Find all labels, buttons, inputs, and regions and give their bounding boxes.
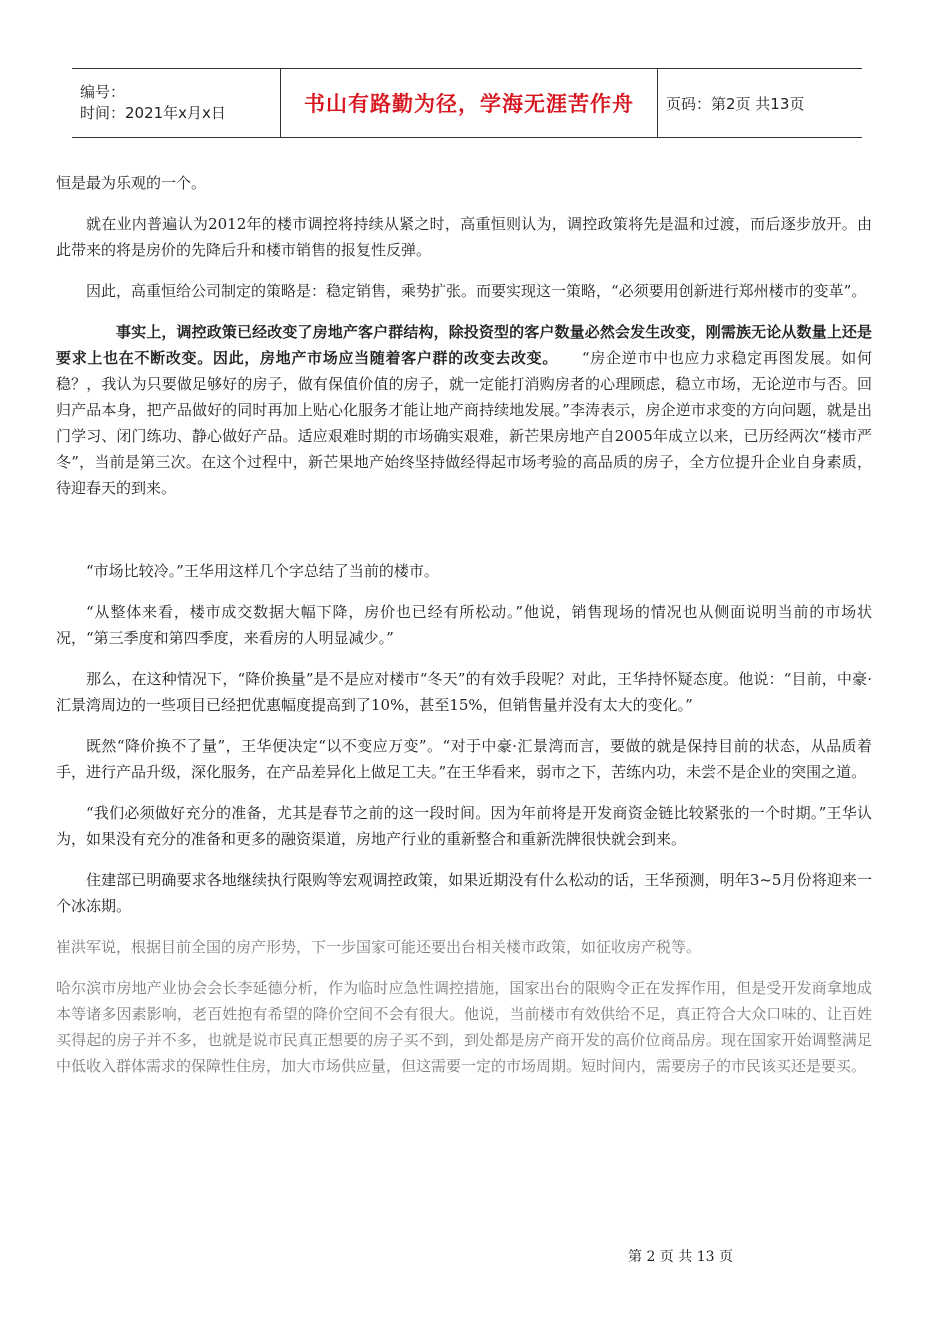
- paragraph: 住建部已明确要求各地继续执行限购等宏观调控政策，如果近期没有什么松动的话，王华预测，明年3~5月份将迎来一个冰冻期。: [56, 871, 872, 915]
- blank-gap: [56, 516, 872, 558]
- paragraph: “市场比较冷。”王华用这样几个字总结了当前的楼市。: [86, 562, 439, 580]
- paragraph: [56, 319, 872, 501]
- page-header: [72, 68, 862, 138]
- document-body: [56, 170, 872, 1094]
- serial-label: 编号：: [80, 83, 126, 101]
- paragraph: 恒是最为乐观的一个。: [56, 174, 207, 192]
- paragraph: “从整体来看，楼市成交数据大幅下降，房价也已经有所松动。”他说，销售现场的情况也从侧面说明当前的市场状况，“第三季度和第四季度，来看房的人明显减少。”: [56, 603, 872, 647]
- paragraph: 崔洪军说，根据目前全国的房产形势，下一步国家可能还要出台相关楼市政策，如征收房产税等。: [56, 938, 702, 956]
- time-label: 时间：2021年x月x日: [80, 104, 226, 122]
- paragraph: 既然“降价换不了量”，王华便决定“以不变应万变”。“对于中豪·汇景湾而言，要做的就是保持目前的状态，从品质着手，进行产品升级，深化服务，在产品差异化上做足工夫。”在王华看来，弱市之下，苦练内功，未尝不是企业的突围之道。: [56, 737, 872, 781]
- paragraph-text: “房企逆市中也应力求稳定再图发展。如何稳？，我认为只要做足够好的房子，做有保值价值的房子，就一定能打消购房者的心理顾虑，稳立市场，无论逆市与否。回归产品本身，把产品做好的同时再加上贴心化服务才能让地产商持续地发展。”李涛表示，房企逆市求变的方向问题，就是出门学习、闭门练功、静心做好产品。适应艰难时期的市场确实艰难，新芒果房地产自2005年成立以来，已历经两次“楼市严冬”，当前是第三次。在这个过程中，新芒果地产始终坚持做经得起市场考验的高品质的房子，全方位提升企业自身素质，待迎春天的到来。: [56, 349, 872, 497]
- paragraph: 因此，高重恒给公司制定的策略是：稳定销售，乘势扩张。而要实现这一策略，“必须要用创新进行郑州楼市的变革”。: [86, 282, 867, 300]
- header-motto: 书山有路勤为径，学海无涯苦作舟: [281, 69, 658, 137]
- header-meta: [72, 69, 281, 137]
- paragraph: 哈尔滨市房地产业协会会长李延德分析，作为临时应急性调控措施，国家出台的限购令正在发挥作用，但是受开发商拿地成本等诸多因素影响，老百姓抱有希望的降价空间不会有很大。他说，当前楼市有效供给不足，真正符合大众口味的、让百姓买得起的房子并不多，也就是说市民真正想要的房子买不到，到处都是房产商开发的高价位商品房。现在国家开始调整满足中低收入群体需求的保障性住房，加大市场供应量，但这需要一定的市场周期。短时间内，需要房子的市民该买还是要买。: [56, 979, 872, 1075]
- paragraph: 就在业内普遍认为2012年的楼市调控将持续从紧之时，高重恒则认为，调控政策将先是温和过渡，而后逐步放开。由此带来的将是房价的先降后升和楼市销售的报复性反弹。: [56, 215, 872, 259]
- paragraph: “我们必须做好充分的准备，尤其是春节之前的这一段时间。因为年前将是开发商资金链比较紧张的一个时期。”王华认为，如果没有充分的准备和更多的融资渠道，房地产行业的重新整合和重新洗牌很快就会到来。: [56, 804, 872, 848]
- bold-lead-text: 事实上，调控政策已经改变了房地产客户群结构，除投资型的客户数量必然会发生改变，刚需族无论从数量上还是要求上也在不断改变。因此，房地产市场应当随着客户群的改变去改变。: [56, 323, 872, 367]
- page-footer: 第 2 页 共 13 页: [628, 1249, 733, 1265]
- paragraph: 那么，在这种情况下，“降价换量”是不是应对楼市“冬天”的有效手段呢？对此，王华持怀疑态度。他说：“目前，中豪·汇景湾周边的一些项目已经把优惠幅度提高到了10%，甚至15%，但销售量并没有太大的变化。”: [56, 670, 872, 714]
- header-page-info: 页码：第2页 共13页: [666, 94, 805, 113]
